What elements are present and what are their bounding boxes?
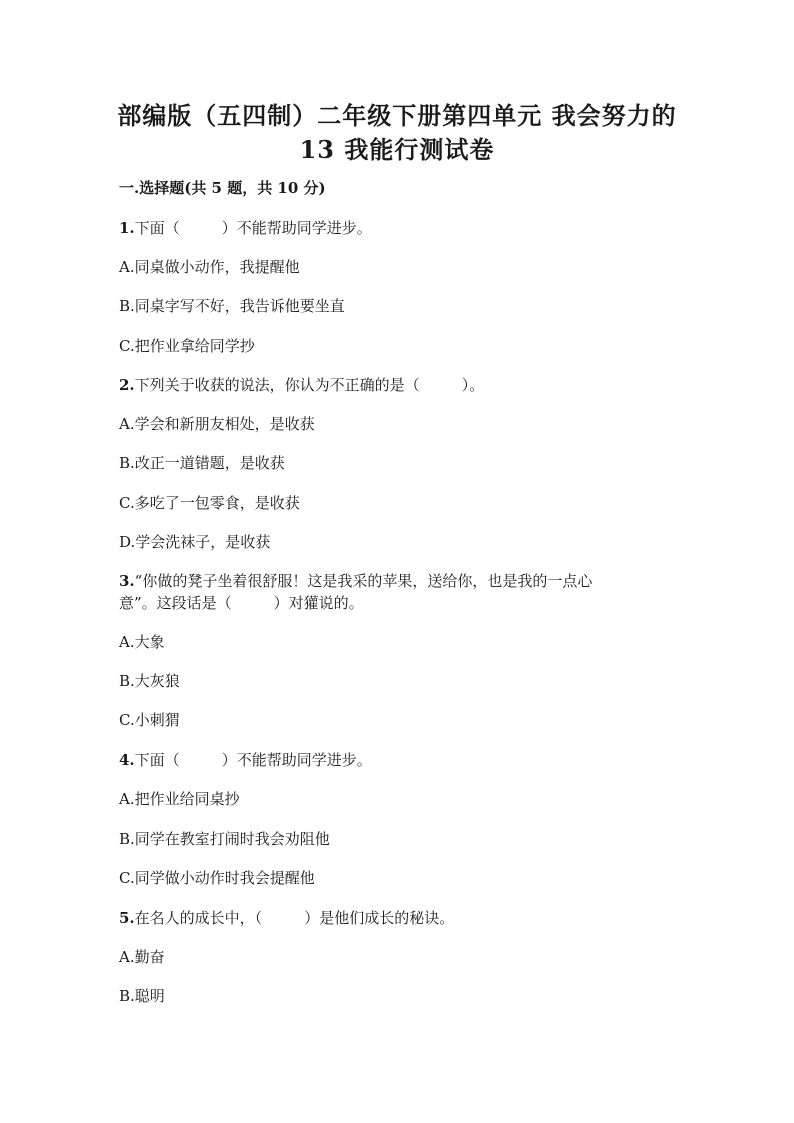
option-3c: C.小刺猬 xyxy=(119,711,180,729)
option-2d: D.学会洗袜子，是收获 xyxy=(119,533,271,551)
option-4a: A.把作业给同桌抄 xyxy=(119,790,240,808)
question-2 xyxy=(119,375,484,395)
option-4b: B.同学在教室打闹时我会劝阻他 xyxy=(119,830,330,848)
question-3-line2 xyxy=(119,593,364,613)
question-text-before: 下列关于收获的说法，你认为不正确的是（ xyxy=(134,376,420,394)
question-number: 4. xyxy=(119,751,135,769)
question-1 xyxy=(119,218,372,238)
question-number: 1. xyxy=(119,219,135,237)
question-text-before: 在名人的成长中，（ xyxy=(134,909,263,927)
question-text-before: 意”。这段话是（ xyxy=(119,594,232,612)
question-text-before: 下面（ xyxy=(134,219,180,237)
option-3a: A.大象 xyxy=(119,633,165,651)
option-3b: B.大灰狼 xyxy=(119,672,180,690)
option-1b: B.同桌字写不好，我告诉他要坐直 xyxy=(119,297,345,315)
page-title-line2: 13 我能行测试卷 xyxy=(299,135,495,164)
question-text-before: 下面（ xyxy=(134,751,180,769)
option-5b: B.聪明 xyxy=(119,987,165,1005)
option-2b: B.改正一道错题，是收获 xyxy=(119,454,285,472)
question-text-line1: “你做的凳子坐着很舒服！这是我采的苹果，送给你，也是我的一点心 xyxy=(134,572,593,590)
question-3 xyxy=(119,571,592,591)
question-number: 3. xyxy=(119,572,135,590)
option-2c: C.多吃了一包零食，是收获 xyxy=(119,494,300,512)
question-4 xyxy=(119,750,372,770)
question-text-after: ）不能帮助同学进步。 xyxy=(221,219,372,237)
option-5a: A.勤奋 xyxy=(119,948,165,966)
question-text-after: ）是他们成长的秘诀。 xyxy=(304,909,455,927)
option-1c: C.把作业拿给同学抄 xyxy=(119,337,255,355)
question-number: 2. xyxy=(119,376,135,394)
question-text-after: ）不能帮助同学进步。 xyxy=(221,751,372,769)
question-text-after: ）对獾说的。 xyxy=(273,594,364,612)
option-4c: C.同学做小动作时我会提醒他 xyxy=(119,869,315,887)
page-title-line1: 部编版（五四制）二年级下册第四单元 我会努力的 xyxy=(117,101,677,130)
question-5 xyxy=(119,908,454,928)
question-text-after: ）。 xyxy=(461,376,485,394)
question-number: 5. xyxy=(119,909,135,927)
section-heading: 一.选择题(共 5 题，共 10 分) xyxy=(119,179,326,197)
option-1a: A.同桌做小动作，我提醒他 xyxy=(119,258,300,276)
option-2a: A.学会和新朋友相处，是收获 xyxy=(119,415,315,433)
